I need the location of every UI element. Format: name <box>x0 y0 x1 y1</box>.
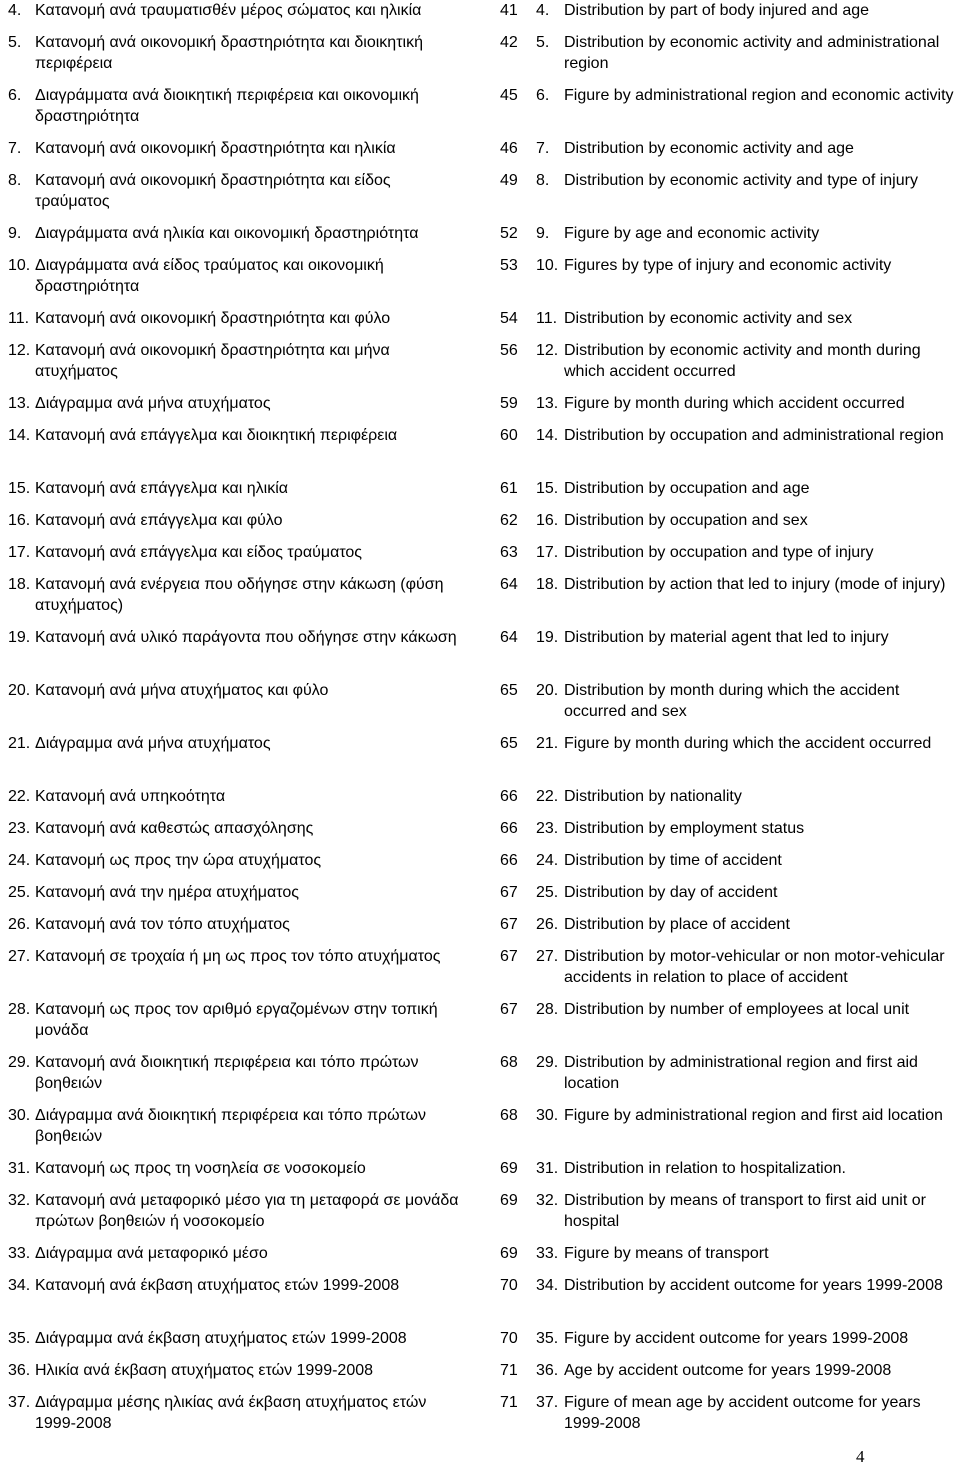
greek-entry <box>8 680 463 701</box>
page-ref: 56 <box>500 342 518 359</box>
english-entry <box>536 308 956 329</box>
greek-entry <box>8 1392 463 1434</box>
english-title: Distribution by accident outcome for years 1999-2008 <box>564 1277 943 1294</box>
greek-title: Διάγραμμα ανά έκβαση ατυχήματος ετών 1999-2008 <box>35 1330 407 1347</box>
greek-entry <box>8 340 463 382</box>
page-ref: 62 <box>500 512 518 529</box>
page-ref: 66 <box>500 820 518 837</box>
page-ref: 66 <box>500 852 518 869</box>
greek-entry <box>8 733 463 754</box>
entry-number: 6. <box>536 87 550 104</box>
page-ref: 45 <box>500 87 518 104</box>
english-title: Distribution by occupation and sex <box>564 512 808 529</box>
page-number: 4 <box>856 1447 865 1466</box>
greek-entry <box>8 999 463 1041</box>
entry-number: 19. <box>536 629 559 646</box>
greek-entry <box>8 223 463 244</box>
greek-entry <box>8 0 463 21</box>
greek-entry <box>8 627 463 648</box>
entry-number: 18. <box>8 576 31 593</box>
entry-number: 22. <box>536 788 559 805</box>
greek-entry <box>8 1360 463 1381</box>
greek-entry <box>8 308 463 329</box>
greek-entry <box>8 946 463 967</box>
page-ref: 46 <box>500 140 518 157</box>
english-entry <box>536 1328 956 1349</box>
entry-number: 11. <box>8 310 30 327</box>
entry-number: 33. <box>536 1245 559 1262</box>
greek-entry <box>8 138 463 159</box>
greek-entry <box>8 85 463 127</box>
page-ref: 41 <box>500 2 518 19</box>
english-title: Distribution by month during which the accident occurred and sex <box>564 682 900 720</box>
english-title: Figures by type of injury and economic activity <box>564 257 892 274</box>
greek-title: Κατανομή ανά υπηκοότητα <box>35 788 226 805</box>
english-title: Distribution by occupation and age <box>564 480 810 497</box>
english-title: Distribution by time of accident <box>564 852 782 869</box>
page-ref: 70 <box>500 1330 518 1347</box>
page-ref: 59 <box>500 395 518 412</box>
entry-number: 8. <box>8 172 22 189</box>
english-title: Figure by administrational region and economic activity <box>564 87 954 104</box>
entry-number: 29. <box>8 1054 31 1071</box>
entry-number: 4. <box>536 2 550 19</box>
greek-entry <box>8 542 463 563</box>
entry-number: 23. <box>8 820 31 837</box>
greek-entry <box>8 32 463 74</box>
greek-title: Κατανομή ανά μήνα ατυχήματος και φύλο <box>35 682 329 699</box>
english-entry <box>536 1190 956 1232</box>
entry-number: 15. <box>536 480 559 497</box>
entry-number: 32. <box>8 1192 31 1209</box>
english-title: Distribution by employment status <box>564 820 805 837</box>
greek-title: Κατανομή ανά επάγγελμα και ηλικία <box>35 480 289 497</box>
entry-number: 19. <box>8 629 31 646</box>
entry-number: 27. <box>8 948 31 965</box>
entry-number: 26. <box>8 916 31 933</box>
english-entry <box>536 733 956 754</box>
english-entry <box>536 0 956 21</box>
english-title: Distribution by occupation and type of injury <box>564 544 874 561</box>
english-entry <box>536 340 956 382</box>
greek-title: Διάγραμμα ανά διοικητική περιφέρεια και τόπο πρώτων βοηθειών <box>35 1107 426 1145</box>
english-title: Distribution in relation to hospitalization. <box>564 1160 846 1177</box>
english-title: Figure by administrational region and first aid location <box>564 1107 943 1124</box>
english-title: Distribution by part of body injured and age <box>564 2 870 19</box>
greek-title: Κατανομή ανά ενέργεια που οδήγησε στην κάκωση (φύση ατυχήματος) <box>35 576 444 614</box>
entry-number: 34. <box>8 1277 31 1294</box>
page-ref: 65 <box>500 735 518 752</box>
greek-title: Κατανομή ανά την ημέρα ατυχήματος <box>35 884 299 901</box>
entry-number: 7. <box>8 140 22 157</box>
greek-entry <box>8 1275 463 1296</box>
entry-number: 14. <box>536 427 559 444</box>
page-ref: 61 <box>500 480 518 497</box>
entry-number: 37. <box>536 1394 559 1411</box>
entry-number: 20. <box>536 682 559 699</box>
greek-entry <box>8 1243 463 1264</box>
english-title: Figure of mean age by accident outcome for years 1999-2008 <box>564 1394 921 1432</box>
entry-number: 8. <box>536 172 550 189</box>
entry-number: 12. <box>8 342 31 359</box>
page-ref: 69 <box>500 1245 518 1262</box>
greek-title: Κατανομή ανά υλικό παράγοντα που οδήγησε στην κάκωση <box>35 629 457 646</box>
english-entry <box>536 170 956 191</box>
entry-number: 6. <box>8 87 22 104</box>
entry-number: 24. <box>536 852 559 869</box>
english-title: Distribution by day of accident <box>564 884 778 901</box>
greek-entry <box>8 1052 463 1094</box>
entry-number: 17. <box>536 544 559 561</box>
greek-title: Κατανομή ανά οικονομική δραστηριότητα και ηλικία <box>35 140 396 157</box>
english-entry <box>536 574 956 595</box>
greek-title: Κατανομή ανά καθεστώς απασχόλησης <box>35 820 314 837</box>
greek-title: Διαγράμματα ανά ηλικία και οικονομική δραστηριότητα <box>35 225 419 242</box>
page-ref: 53 <box>500 257 518 274</box>
english-entry <box>536 1243 956 1264</box>
page-ref: 64 <box>500 629 518 646</box>
english-entry <box>536 393 956 414</box>
page-ref: 49 <box>500 172 518 189</box>
entry-number: 16. <box>8 512 31 529</box>
english-entry <box>536 1392 956 1434</box>
page-ref: 67 <box>500 1001 518 1018</box>
entry-number: 5. <box>536 34 550 51</box>
greek-title: Κατανομή ως προς τη νοσηλεία σε νοσοκομείο <box>35 1160 366 1177</box>
page-ref: 64 <box>500 576 518 593</box>
english-title: Distribution by economic activity and sex <box>564 310 853 327</box>
english-entry <box>536 1105 956 1126</box>
entry-number: 35. <box>8 1330 31 1347</box>
greek-title: Κατανομή ανά οικονομική δραστηριότητα και είδος τραύματος <box>35 172 391 210</box>
greek-title: Κατανομή ανά τραυματισθέν μέρος σώματος και ηλικία <box>35 2 422 19</box>
greek-entry <box>8 574 463 616</box>
english-title: Figure by age and economic activity <box>564 225 820 242</box>
page-ref: 68 <box>500 1054 518 1071</box>
english-title: Distribution by place of accident <box>564 916 790 933</box>
entry-number: 36. <box>536 1362 559 1379</box>
page-ref: 67 <box>500 884 518 901</box>
english-title: Distribution by economic activity and age <box>564 140 854 157</box>
greek-entry <box>8 1190 463 1232</box>
entry-number: 17. <box>8 544 31 561</box>
english-title: Figure by accident outcome for years 1999-2008 <box>564 1330 909 1347</box>
greek-entry <box>8 1105 463 1147</box>
greek-title: Κατανομή ανά τον τόπο ατυχήματος <box>35 916 290 933</box>
page-ref: 71 <box>500 1394 518 1411</box>
page-ref: 65 <box>500 682 518 699</box>
entry-number: 24. <box>8 852 31 869</box>
page-ref: 67 <box>500 948 518 965</box>
english-title: Age by accident outcome for years 1999-2008 <box>564 1362 892 1379</box>
english-title: Distribution by economic activity and administrational region <box>564 34 940 72</box>
entry-number: 26. <box>536 916 559 933</box>
greek-title: Κατανομή ανά οικονομική δραστηριότητα και φύλο <box>35 310 391 327</box>
page-ref: 60 <box>500 427 518 444</box>
entry-number: 23. <box>536 820 559 837</box>
entry-number: 36. <box>8 1362 31 1379</box>
english-entry <box>536 85 956 106</box>
english-entry <box>536 882 956 903</box>
entry-number: 31. <box>536 1160 559 1177</box>
greek-title: Κατανομή ανά οικονομική δραστηριότητα και μήνα ατυχήματος <box>35 342 390 380</box>
english-entry <box>536 1158 956 1179</box>
greek-title: Κατανομή ανά επάγγελμα και φύλο <box>35 512 283 529</box>
entry-number: 5. <box>8 34 22 51</box>
english-entry <box>536 138 956 159</box>
entry-number: 15. <box>8 480 31 497</box>
entry-number: 7. <box>536 140 550 157</box>
english-title: Distribution by means of transport to first aid unit or hospital <box>564 1192 926 1230</box>
greek-title: Διάγραμμα ανά μήνα ατυχήματος <box>35 395 271 412</box>
entry-number: 29. <box>536 1054 559 1071</box>
entry-number: 12. <box>536 342 559 359</box>
entry-number: 25. <box>8 884 31 901</box>
english-title: Distribution by administrational region and first aid location <box>564 1054 918 1092</box>
greek-title: Διάγραμμα ανά μήνα ατυχήματος <box>35 735 271 752</box>
entry-number: 30. <box>8 1107 31 1124</box>
entry-number: 27. <box>536 948 559 965</box>
entry-number: 16. <box>536 512 559 529</box>
english-title: Distribution by occupation and administrational region <box>564 427 944 444</box>
english-entry <box>536 914 956 935</box>
greek-title: Διαγράμματα ανά είδος τραύματος και οικονομική δραστηριότητα <box>35 257 384 295</box>
entry-number: 13. <box>8 395 31 412</box>
page-ref: 68 <box>500 1107 518 1124</box>
english-entry <box>536 1360 956 1381</box>
page-ref: 66 <box>500 788 518 805</box>
entry-number: 31. <box>8 1160 31 1177</box>
greek-title: Κατανομή σε τροχαία ή μη ως προς τον τόπο ατυχήματος <box>35 948 441 965</box>
entry-number: 34. <box>536 1277 559 1294</box>
english-title: Distribution by economic activity and type of injury <box>564 172 918 189</box>
greek-entry <box>8 1158 463 1179</box>
page-ref: 69 <box>500 1192 518 1209</box>
entry-number: 28. <box>536 1001 559 1018</box>
english-entry <box>536 1052 956 1094</box>
entry-number: 11. <box>536 310 558 327</box>
greek-entry <box>8 818 463 839</box>
page-ref: 70 <box>500 1277 518 1294</box>
greek-title: Κατανομή ανά διοικητική περιφέρεια και τόπο πρώτων βοηθειών <box>35 1054 419 1092</box>
greek-entry <box>8 1328 463 1349</box>
page-ref: 63 <box>500 544 518 561</box>
greek-entry <box>8 914 463 935</box>
greek-title: Κατανομή ανά επάγγελμα και διοικητική περιφέρεια <box>35 427 398 444</box>
greek-entry <box>8 255 463 297</box>
entry-number: 35. <box>536 1330 559 1347</box>
entry-number: 37. <box>8 1394 31 1411</box>
english-entry <box>536 32 956 74</box>
english-title: Distribution by number of employees at local unit <box>564 1001 910 1018</box>
greek-title: Κατανομή ως προς τον αριθμό εργαζομένων στην τοπική μονάδα <box>35 1001 438 1039</box>
greek-entry <box>8 510 463 531</box>
english-entry <box>536 255 956 276</box>
entry-number: 21. <box>536 735 559 752</box>
english-title: Figure by month during which the accident occurred <box>564 735 932 752</box>
page-ref: 67 <box>500 916 518 933</box>
english-entry <box>536 999 956 1020</box>
entry-number: 14. <box>8 427 31 444</box>
greek-title: Ηλικία ανά έκβαση ατυχήματος ετών 1999-2008 <box>35 1362 374 1379</box>
english-title: Figure by month during which accident occurred <box>564 395 905 412</box>
greek-entry <box>8 786 463 807</box>
greek-title: Κατανομή ανά μεταφορικό μέσο για τη μεταφορά σε μονάδα πρώτων βοηθειών ή νοσοκομείο <box>35 1192 459 1230</box>
entry-number: 20. <box>8 682 31 699</box>
greek-title: Κατανομή ως προς την ώρα ατυχήματος <box>35 852 322 869</box>
greek-title: Κατανομή ανά οικονομική δραστηριότητα και διοικητική περιφέρεια <box>35 34 423 72</box>
entry-number: 22. <box>8 788 31 805</box>
entry-number: 10. <box>536 257 559 274</box>
greek-entry <box>8 393 463 414</box>
english-entry <box>536 946 956 988</box>
entry-number: 13. <box>536 395 559 412</box>
english-title: Distribution by nationality <box>564 788 742 805</box>
english-title: Distribution by material agent that led to injury <box>564 629 889 646</box>
entry-number: 10. <box>8 257 31 274</box>
greek-entry <box>8 170 463 212</box>
greek-title: Κατανομή ανά επάγγελμα και είδος τραύματος <box>35 544 363 561</box>
page-ref: 52 <box>500 225 518 242</box>
english-entry <box>536 1275 956 1296</box>
english-entry <box>536 510 956 531</box>
english-entry <box>536 786 956 807</box>
page-ref: 54 <box>500 310 518 327</box>
entry-number: 18. <box>536 576 559 593</box>
page-ref: 42 <box>500 34 518 51</box>
english-entry <box>536 425 956 446</box>
entry-number: 32. <box>536 1192 559 1209</box>
entry-number: 33. <box>8 1245 31 1262</box>
english-entry <box>536 542 956 563</box>
english-entry <box>536 818 956 839</box>
entry-number: 9. <box>8 225 22 242</box>
english-entry <box>536 627 956 648</box>
english-entry <box>536 680 956 722</box>
page-ref: 69 <box>500 1160 518 1177</box>
greek-title: Κατανομή ανά έκβαση ατυχήματος ετών 1999-2008 <box>35 1277 400 1294</box>
greek-title: Διαγράμματα ανά διοικητική περιφέρεια και οικονομική δραστηριότητα <box>35 87 419 125</box>
greek-entry <box>8 882 463 903</box>
english-entry <box>536 850 956 871</box>
english-entry <box>536 478 956 499</box>
greek-entry <box>8 425 463 446</box>
greek-entry <box>8 478 463 499</box>
page-ref: 71 <box>500 1362 518 1379</box>
entry-number: 30. <box>536 1107 559 1124</box>
english-title: Distribution by economic activity and month during which accident occurred <box>564 342 921 380</box>
greek-title: Διάγραμμα ανά μεταφορικό μέσο <box>35 1245 268 1262</box>
entry-number: 28. <box>8 1001 31 1018</box>
english-entry <box>536 223 956 244</box>
english-title: Distribution by action that led to injury (mode of injury) <box>564 576 946 593</box>
entry-number: 21. <box>8 735 31 752</box>
entry-number: 9. <box>536 225 550 242</box>
greek-entry <box>8 850 463 871</box>
entry-number: 25. <box>536 884 559 901</box>
greek-title: Διάγραμμα μέσης ηλικίας ανά έκβαση ατυχήματος ετών 1999-2008 <box>35 1394 427 1432</box>
english-title: Distribution by motor-vehicular or non motor-vehicular accidents in relation to place of accident <box>564 948 945 986</box>
entry-number: 4. <box>8 2 22 19</box>
english-title: Figure by means of transport <box>564 1245 769 1262</box>
